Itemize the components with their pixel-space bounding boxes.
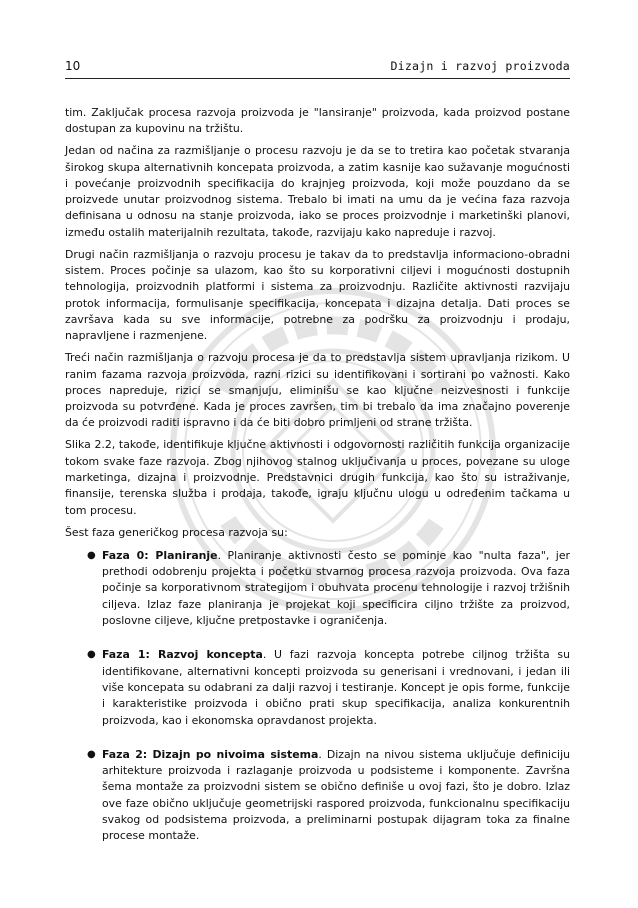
header-rule: [65, 78, 570, 79]
paragraph: Šest faza generičkog procesa razvoja su:: [65, 525, 288, 539]
phase-text: . Dizajn na nivou sistema uključuje definiciju arhitekture proizvoda i razlaganje proizvoda u podsisteme i komponente. Završna šema montaže za proizvodni sistem se obično definiše u ovoj fazi, što je dobro. Izlaz ove faze obično uključuje geometrijski raspored proizvoda, funkcionalnu specifikaciju svakog od podsistema proizvoda, a preliminarni postupak dijagram toka za finalne procese montaže.: [102, 747, 571, 843]
list-item: [87, 647, 570, 728]
phase-title: Faza 1: Razvoj koncepta: [102, 648, 263, 662]
page-header: [65, 59, 570, 73]
page-body: [65, 105, 570, 863]
bullet-icon: ●: [87, 549, 96, 561]
bullet-icon: ●: [87, 649, 96, 661]
list-item: [87, 747, 571, 845]
paragraph: Slika 2.2, takođe, identifikuje ključne aktivnosti i odgovornosti različitih funkcija organizacije tokom svake faze razvoja. Zbog njihovog stalnog uključivanja u proces, povezane su uloge marketinga, dizajna i proizvodnje. Predstavnici drugih funkcija, kao što su istraživanje, finansije, terenska služba i prodaja, takođe, igraju ključnu ulogu u određenim tačkama u tom procesu.: [65, 438, 570, 517]
phase-list: [65, 548, 570, 845]
phase-title: Faza 2: Dizajn po nivoima sistema: [102, 747, 319, 761]
page-number: 10: [65, 59, 81, 73]
paragraph: Treći način razmišljanja o razvoju procesa je da to predstavlja sistem upravljanja rizikom. U ranim fazama razvoja proizvoda, razni rizici su identifikovani i sortirani po važnosti. Kako proces napreduje, rizici se smanjuju, eliminišu se kao ključne neizvesnosti i funkcije proizvoda su potvrđene. Kada je proces završen, tim bi trebalo da ima značajno poverenje da će proizvodi raditi ispravno i da će biti dobro primljeni od strane tržišta.: [65, 351, 570, 430]
list-item: [87, 548, 570, 629]
running-title: Dizajn i razvoj proizvoda: [390, 59, 570, 73]
paragraph: tim. Zaključak procesa razvoja proizvoda je "lansiranje" proizvoda, kada proizvod postane dostupan za kupovinu na tržištu.: [65, 106, 570, 136]
phase-text: . U fazi razvoja koncepta potrebe ciljnog tržišta su identifikovane, alternativni koncepti proizvoda su generisani i vrednovani, i jedan ili više koncepata su odabrani za dalji razvoj i testiranje. Koncept je opis forme, funkcije i karakteristike proizvoda i obično prati skup specifikacija, analiza konkurentnih proizvoda, kao i ekonomska opravdanost projekta.: [102, 648, 570, 727]
paragraph: Jedan od načina za razmišljanje o procesu razvoju je da se to tretira kao početak stvaranja širokog skupa alternativnih koncepata proizvoda, a zatim kasnije kao sužavanje mogućnosti i povećanje proizvodnih specifikacija do krajnjeg proizvoda, koji može pouzdano da se proizvede unutar proizvodnog sistema. Trebalo bi imati na umu da je većina faza razvoja definisana u odnosu na stanje proizvoda, iako se proces proizvodnje i marketinški planovi, između ostalih materijalnih rezultata, takođe, razvijaju kako napreduje i razvoj.: [65, 144, 570, 239]
bullet-icon: ●: [87, 748, 96, 760]
paragraph: Drugi način razmišljanja o razvoju procesu je takav da to predstavlja informaciono-obradni sistem. Proces počinje sa ulazom, kao što su korporativni ciljevi i mogućnosti dostupnih tehnologija, proizvodnih platformi i sistema za proizvodnju. Različite aktivnosti razvijaju protok informacija, formulisanje specifikacija, koncepata i dizajna detalja. Dati proces se završava kada su sve informacije, potrebne za podršku za proizvodnju i prodaju, napravljene i razmenjene.: [65, 247, 570, 343]
phase-title: Faza 0: Planiranje: [102, 548, 218, 562]
phase-text: . Planiranje aktivnosti često se pominje kao "nulta faza", jer prethodi odobrenju projekta i početku stvarnog procesa razvoja proizvoda. Ova faza počinje sa korporativnom strategijom i obuhvata procenu tehnologije i razvoj tržišnih ciljeva. Izlaz faze planiranja je projekat koji specificira ciljno tržište za proizvod, poslovne ciljeve, ključne pretpostavke i ograničenja.: [102, 548, 570, 628]
